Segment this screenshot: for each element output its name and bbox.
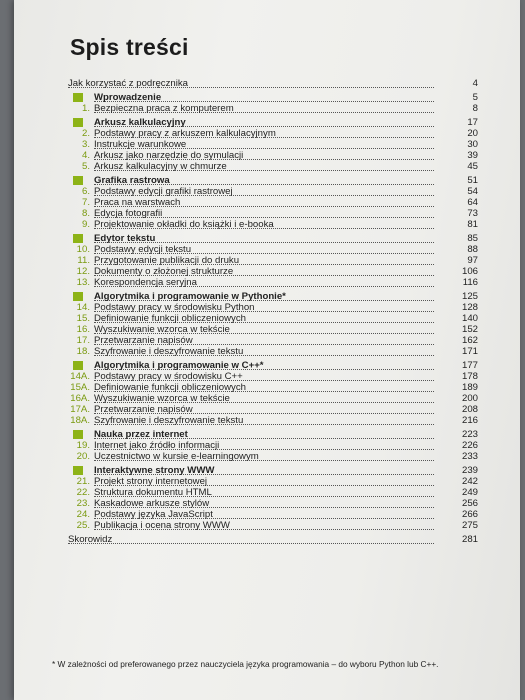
toc-entry-number: 14A. xyxy=(70,371,90,382)
toc-entry-row xyxy=(68,197,478,208)
page-number: 171 xyxy=(461,346,478,357)
toc-entry-row xyxy=(68,346,478,357)
toc-entry-row xyxy=(68,393,478,404)
chapter-marker-square xyxy=(73,430,83,439)
page-number: 125 xyxy=(461,291,478,302)
toc-chapter-row xyxy=(68,291,478,302)
toc-entry-label: Wyszukiwanie wzorca w tekście xyxy=(94,324,230,335)
page-number: 4 xyxy=(472,78,478,89)
toc-entry-row xyxy=(68,150,478,161)
toc-entry-row xyxy=(68,186,478,197)
toc-entry-row xyxy=(68,313,478,324)
toc-entry-label: Podstawy pracy w środowisku Python xyxy=(94,302,255,313)
toc-entry-label: Definiowanie funkcji obliczeniowych xyxy=(94,382,246,393)
toc-entry-number: 21. xyxy=(76,476,90,487)
chapter-title: Grafika rastrowa xyxy=(94,175,170,186)
toc-entry-row xyxy=(68,487,478,498)
toc-chapter-row xyxy=(68,360,478,371)
toc-entry-row xyxy=(68,509,478,520)
chapter-marker-square xyxy=(73,292,83,301)
page-number: 275 xyxy=(461,520,478,531)
toc-entry-number: 16A. xyxy=(70,393,90,404)
toc-entry-label: Przetwarzanie napisów xyxy=(94,404,193,415)
page-number: 128 xyxy=(461,302,478,313)
toc-entry-row xyxy=(68,244,478,255)
toc-entry-row xyxy=(68,219,478,230)
toc-entry-label: Uczestnictwo w kursie e-learningowym xyxy=(94,451,259,462)
toc-entry-row xyxy=(68,382,478,393)
toc-entry-number: 7. xyxy=(81,197,90,208)
toc-entry-label: Szyfrowanie i deszyfrowanie tekstu xyxy=(94,415,244,426)
toc-entry-row xyxy=(68,208,478,219)
toc-entry-label: Podstawy edycji grafiki rastrowej xyxy=(94,186,233,197)
chapter-title: Wprowadzenie xyxy=(94,92,162,103)
page-number: 208 xyxy=(461,404,478,415)
toc-entry-label: Publikacja i ocena strony WWW xyxy=(94,520,230,531)
page-number: 81 xyxy=(467,219,478,230)
toc-entry-label: Struktura dokumentu HTML xyxy=(94,487,212,498)
toc-entry-label: Internet jako źródło informacji xyxy=(94,440,220,451)
page-number: 239 xyxy=(461,465,478,476)
toc-entry-number: 2. xyxy=(81,128,90,139)
toc-entry-row xyxy=(68,161,478,172)
toc-entry-number: 15. xyxy=(76,313,90,324)
toc-entry-number: 3. xyxy=(81,139,90,150)
page-number: 45 xyxy=(467,161,478,172)
page-number: 54 xyxy=(467,186,478,197)
chapter-marker-square xyxy=(73,176,83,185)
toc-entry-row xyxy=(68,255,478,266)
page-number: 281 xyxy=(461,534,478,545)
toc-entry-number: 14. xyxy=(76,302,90,313)
page-number: 256 xyxy=(461,498,478,509)
toc-entry-label: Praca na warstwach xyxy=(94,197,181,208)
toc-entry-row xyxy=(68,78,478,89)
page-number: 140 xyxy=(461,313,478,324)
page-number: 51 xyxy=(467,175,478,186)
toc-entry-label: Bezpieczna praca z komputerem xyxy=(94,103,234,114)
page-number: 178 xyxy=(461,371,478,382)
page-number: 249 xyxy=(461,487,478,498)
toc-entry-label: Skorowidz xyxy=(68,534,113,545)
chapter-marker-square xyxy=(73,118,83,127)
chapter-title: Edytor tekstu xyxy=(94,233,156,244)
toc-entry-number: 25. xyxy=(76,520,90,531)
toc-entry-row xyxy=(68,451,478,462)
toc-entry-row xyxy=(68,335,478,346)
toc-chapter-row xyxy=(68,465,478,476)
page-number: 85 xyxy=(467,233,478,244)
toc-entry-label: Arkusz kalkulacyjny w chmurze xyxy=(94,161,227,172)
page-number: 233 xyxy=(461,451,478,462)
toc-entry-label: Jak korzystać z podręcznika xyxy=(68,78,188,89)
page-title: Spis treści xyxy=(70,34,189,60)
toc-entry-label: Podstawy pracy w środowisku C++ xyxy=(94,371,243,382)
chapter-marker-square xyxy=(73,234,83,243)
page-number: 88 xyxy=(467,244,478,255)
toc-entry-number: 8. xyxy=(81,208,90,219)
toc-entry-label: Dokumenty o złożonej strukturze xyxy=(94,266,234,277)
toc-entry-label: Projektowanie okładki do książki i e-booka xyxy=(94,219,274,230)
toc-entry-label: Przygotowanie publikacji do druku xyxy=(94,255,240,266)
chapter-title: Algorytmika i programowanie w C++* xyxy=(94,360,264,371)
page-number: 152 xyxy=(461,324,478,335)
toc-entry-row xyxy=(68,128,478,139)
page-number: 30 xyxy=(467,139,478,150)
page-number: 8 xyxy=(472,103,478,114)
toc-entry-label: Edycja fotografii xyxy=(94,208,163,219)
page-number: 223 xyxy=(461,429,478,440)
toc-entry-row xyxy=(68,440,478,451)
toc-entry-number: 5. xyxy=(81,161,90,172)
chapter-title: Arkusz kalkulacyjny xyxy=(94,117,186,128)
toc-entry-label: Przetwarzanie napisów xyxy=(94,335,193,346)
toc-chapter-row xyxy=(68,233,478,244)
toc-entry-label: Definiowanie funkcji obliczeniowych xyxy=(94,313,246,324)
chapter-marker-square xyxy=(73,93,83,102)
toc-entry-number: 22. xyxy=(76,487,90,498)
toc-entry-row xyxy=(68,476,478,487)
toc-entry-number: 18A. xyxy=(70,415,90,426)
chapter-title: Nauka przez internet xyxy=(94,429,188,440)
toc-entry-row xyxy=(68,103,478,114)
toc-entry-label: Kaskadowe arkusze stylów xyxy=(94,498,210,509)
toc-entry-label: Korespondencja seryjna xyxy=(94,277,197,288)
page-number: 226 xyxy=(461,440,478,451)
chapter-marker-square xyxy=(73,361,83,370)
page-number: 162 xyxy=(461,335,478,346)
toc-entry-number: 19. xyxy=(76,440,90,451)
page-number: 189 xyxy=(461,382,478,393)
toc-entry-number: 10. xyxy=(76,244,90,255)
toc-entry-number: 18. xyxy=(76,346,90,357)
page-number: 266 xyxy=(461,509,478,520)
page-number: 5 xyxy=(472,92,478,103)
page-number: 20 xyxy=(467,128,478,139)
page-number: 39 xyxy=(467,150,478,161)
chapter-title: Interaktywne strony WWW xyxy=(94,465,215,476)
chapter-title: Algorytmika i programowanie w Pythonie* xyxy=(94,291,286,302)
toc-entry-number: 6. xyxy=(81,186,90,197)
toc-entry-number: 17. xyxy=(76,335,90,346)
toc-entry-label: Podstawy edycji tekstu xyxy=(94,244,192,255)
page-number: 116 xyxy=(462,277,478,288)
toc-entry-number: 12. xyxy=(76,266,90,277)
toc-chapter-row xyxy=(68,92,478,103)
page-number: 73 xyxy=(467,208,478,219)
page-number: 106 xyxy=(461,266,478,277)
chapter-marker-square xyxy=(73,466,83,475)
toc-entry-row xyxy=(68,266,478,277)
toc-entry-number: 15A. xyxy=(70,382,90,393)
book-page xyxy=(14,0,520,700)
toc-entry-row xyxy=(68,415,478,426)
toc-entry-number: 1. xyxy=(81,103,90,114)
toc-entry-number: 13. xyxy=(76,277,90,288)
table-of-contents xyxy=(68,78,478,545)
page-number: 242 xyxy=(461,476,478,487)
toc-entry-row xyxy=(68,277,478,288)
page-number: 216 xyxy=(461,415,478,426)
toc-entry-row xyxy=(68,302,478,313)
toc-entry-label: Podstawy języka JavaScript xyxy=(94,509,213,520)
page-number: 97 xyxy=(467,255,478,266)
toc-entry-row xyxy=(68,371,478,382)
page-number: 64 xyxy=(467,197,478,208)
toc-entry-row xyxy=(68,534,478,545)
toc-entry-number: 23. xyxy=(76,498,90,509)
toc-entry-label: Podstawy pracy z arkuszem kalkulacyjnym xyxy=(94,128,276,139)
toc-entry-number: 9. xyxy=(81,219,90,230)
toc-chapter-row xyxy=(68,117,478,128)
toc-entry-number: 11. xyxy=(77,255,90,266)
toc-entry-row xyxy=(68,498,478,509)
toc-entry-number: 20. xyxy=(76,451,90,462)
page-number: 200 xyxy=(461,393,478,404)
toc-chapter-row xyxy=(68,175,478,186)
toc-entry-number: 4. xyxy=(81,150,90,161)
toc-chapter-row xyxy=(68,429,478,440)
toc-entry-row xyxy=(68,404,478,415)
toc-entry-number: 24. xyxy=(76,509,90,520)
toc-entry-label: Szyfrowanie i deszyfrowanie tekstu xyxy=(94,346,244,357)
toc-entry-row xyxy=(68,520,478,531)
page-number: 17 xyxy=(467,117,478,128)
toc-entry-row xyxy=(68,139,478,150)
toc-entry-label: Instrukcje warunkowe xyxy=(94,139,187,150)
toc-entry-label: Arkusz jako narzędzie do symulacji xyxy=(94,150,244,161)
toc-entry-label: Projekt strony internetowej xyxy=(94,476,208,487)
page-number: 177 xyxy=(461,360,478,371)
toc-entry-row xyxy=(68,324,478,335)
toc-entry-label: Wyszukiwanie wzorca w tekście xyxy=(94,393,230,404)
toc-entry-number: 16. xyxy=(76,324,90,335)
toc-entry-number: 17A. xyxy=(70,404,90,415)
footnote: * W zależności od preferowanego przez nauczyciela języka programowania – do wyboru Python lub C++. xyxy=(52,659,439,669)
